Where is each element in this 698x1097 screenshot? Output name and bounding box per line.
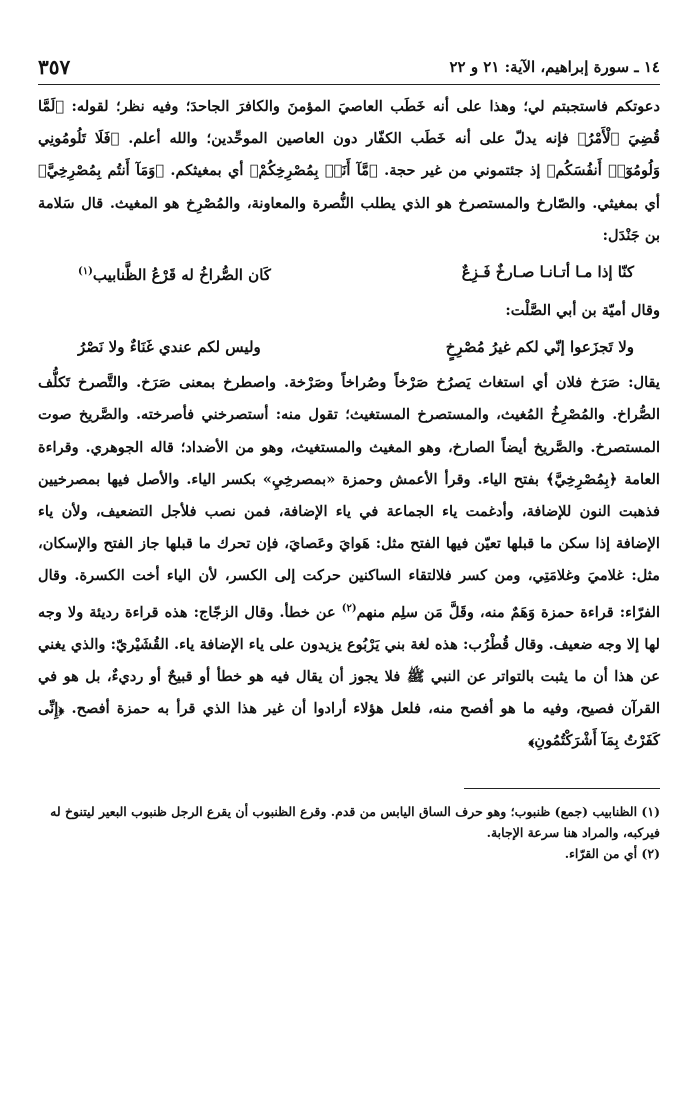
verse-umayya (38, 327, 660, 367)
verse-1-first-hemistich: كنّا إذا مـا أتـانـا صـارخٌ فَـزِعٌ (461, 263, 634, 282)
paragraph-2: وقال أميّة بن أبي الصَّلْت: (505, 302, 660, 320)
verse-2-second-hemistich: وليس لكم عندي غَنَاءٌ ولا نَصْرُ (78, 338, 261, 357)
page-header (38, 50, 660, 85)
footnote-1: (١) الظنابيب (جمع) ظنبوب؛ وهو حرف الساق اليابس من قدم. وقرع الظنبوب أن يقرع الرجل ظنبوب البعير ليتنوخ له فيركبه، والمراد هنا سرعة الإجابة. (50, 803, 660, 840)
footnote-2: (٢) أي من القرّاء. (564, 845, 660, 861)
running-title: ١٤ ـ سورة إبراهيم، الآية: ٢١ و ٢٢ (449, 58, 660, 76)
paragraph-3 (38, 367, 660, 757)
paragraph-3-text: يقال: صَرَخ فلان أي استغاث يَصرُخ صَرْخاً وصُراخاً وصَرْخة. واصطرخ بمعنى صَرَخ. والتَّصرخ تَكلُّف الصُّراخ. والمُصْرِخُ المُغيث، والمستصرخ المستغيث؛ تقول منه: أستصرخني فأصرخته. والصَّريخ صوت المستصرخ. والصَّريخ أيضاً الصارخ، وهو المغيث والمستغيث، وهو من الأضداد؛ قاله الجوهري. وقراءة العامة ﴿بِمُصْرِخِيَّ﴾ بفتح الياء. وقرأ الأعمش وحمزة «بمصرخِيِ» بكسر الياء. والأصل فيها بمصرخيين فذهبت النون للإضافة، وأدغمت ياء الجماعة في ياء الإضافة، فمن نصب فلأجل التضعيف، ولأن ياء الإضافة إذا سكن ما قبلها تعيّن فيها الفتح مثل: هَوايَ وعَصايَ، فإن تحرك ما قبلها جاز الفتح والإسكان، مثل: غلاميَ وغلامَتِي، ومن كسر فلالتقاء الساكنين حركت إلى الكسر، لأن الياء أخت الكسرة. وقال الفرّاء: قراءة حمزة وَهَمٌ منه، وقَلَّ مَن سلِم منهم (38, 374, 660, 621)
verse-1-second-hemistich (78, 252, 271, 295)
verse-salama (38, 252, 660, 295)
footnote-separator (464, 788, 660, 789)
main-text (38, 91, 660, 758)
verse-2-first-hemistich: ولا تَجزَعوا إنّي لكم غيرُ مُصْرِخٍ (445, 338, 634, 357)
footnote-ref-1: (١) (78, 266, 93, 278)
paragraph-3-tail: عن خطأ. وقال الزجّاج: هذه قراءة رديئة ولا وجه لها إلا وجه ضعيف. وقال قُطْرُب: هذه لغة بني يَرْبُوع يزيدون على ياء الإضافة ياء. القُشَيْريّ: والذي يغني عن هذا أن ما يثبت بالتواتر عن النبي ﷺ فلا يجوز أن يقال فيه هو خطأ أو قبيحٌ أو رديءٌ، بل هو في القرآن فصيح، وفيه ما هو أفصح منه، فلعل هؤلاء أرادوا أن غير هذا الذي قرأ به حمزة أفصح. ﴿إِنِّى كَفَرْتُ بِمَآ أَشْرَكْتُمُونِ﴾ (38, 603, 660, 750)
page-number: ٣٥٧ (38, 55, 71, 79)
paragraph-1: دعوتكم فاستجبتم لي؛ وهذا على أنه خَطَب العاصيَ المؤمنَ والكافرَ الجاحدَ؛ وفيه نظر؛ لقوله: ﴿لَمَّا قُضِيَ ٱلْأَمْرُ﴾ فإنه يدلّ على أنه خَطَب الكفّار دون العاصين الموحِّدين؛ والله أعلم. ﴿فَلَا تَلُومُونِي وَلُومُوٓا۟ أَنفُسَكُم﴾ إذ جئتموني من غير حجة. ﴿مَّآ أَنَا۠ بِمُصْرِخِكُمْ﴾ أي بمغيثكم. ﴿وَمَآ أَنتُم بِمُصْرِخِيَّ﴾ أي بمغيثي. والصّارخ والمستصرخ هو الذي يطلب النُّصرة والمعاونة، والمُصْرِخ هو المغيث. قال سَلامة بن جَنْدَل: (38, 98, 660, 244)
book-page (38, 50, 660, 1060)
footnotes (38, 801, 660, 864)
footnote-ref-2: (٢) (341, 602, 357, 614)
verse-1-second-text: كَان الصُّراخُ له قَرْعُ الظَّنابيب (92, 266, 271, 285)
